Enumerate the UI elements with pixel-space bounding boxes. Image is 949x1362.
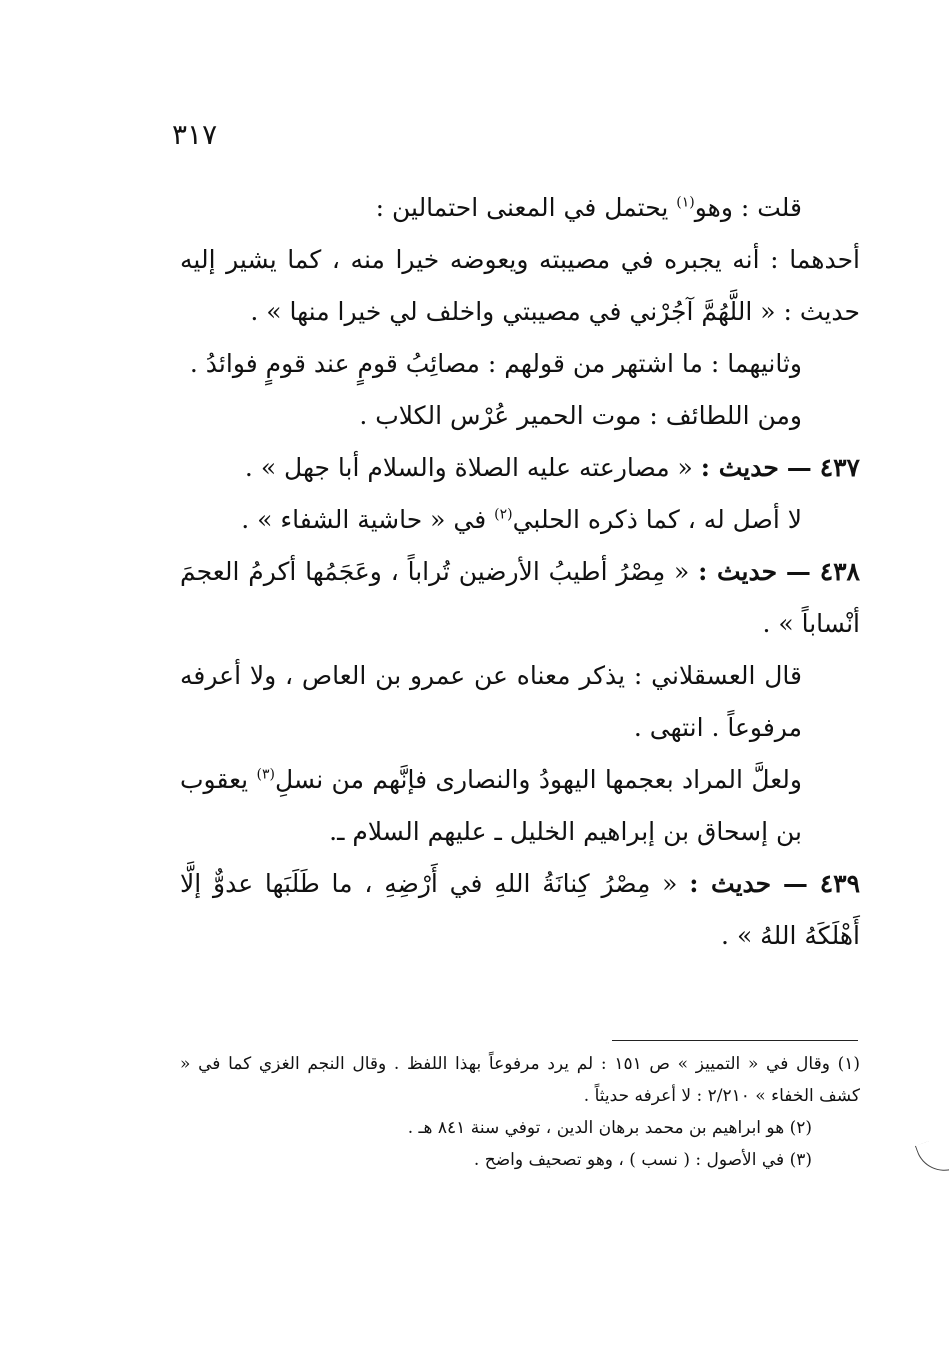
hadith-437 [180, 442, 860, 494]
hadith-label: حديث : [700, 453, 779, 482]
hadith-437-comment [180, 494, 860, 546]
footnote-1: (١) وقال في « التمييز » ص ١٥١ : لم يرد مرفوعاً بهذا اللفظ . وقال النجم الغزي كما في « كشف الخفاء » ٢/٢١٠ : لا أعرفه حديثاً . [180, 1054, 861, 1106]
footnote-ref: (١) [676, 194, 695, 211]
hadith-text: « مِصْرُ كِنانَةُ اللهِ في أَرْضِهِ ، ما طَلَبَها عدوٌّ إلَّا أَهْلَكَهُ اللهُ » . [180, 869, 860, 950]
paragraph-2: أحدهما : أنه يجبره في مصيبته ويعوضه خيرا منه ، كما يشير إليه حديث : « اللَّهُمَّ آجُرْني في مصيبتي واخلف لي خيرا منها » . [180, 245, 860, 326]
comment-text: لا أصل له ، كما ذكره الحلبي [512, 505, 802, 534]
hadith-438-comment-2 [180, 754, 860, 858]
footnote-2: (٢) هو ابراهيم بن محمد برهان الدين ، توفي سنة ٨٤١ هـ . [407, 1118, 812, 1138]
footnote-divider [612, 1040, 858, 1041]
footnote-3: (٣) في الأصول : ( نسب ) ، وهو تصحيف واضح . [473, 1150, 812, 1170]
hadith-number: ٤٣٩ [819, 869, 861, 898]
hadith-label: حديث : [698, 557, 778, 586]
paragraph-text: يحتمل في المعنى احتمالين : [375, 193, 677, 222]
comment-text: في « حاشية الشفاء » . [241, 505, 495, 534]
hadith-number: ٤٣٧ [819, 453, 860, 482]
paragraph-1 [180, 182, 860, 234]
hadith-text: « مصارعته عليه الصلاة والسلام أبا جهل » . [244, 453, 701, 482]
comment-text: يعقوب بن إسحاق بن إبراهيم الخليل ـ عليهم السلام ـ. [180, 765, 802, 846]
hadith-text: « مِصْرُ أطيبُ الأرضين تُراباً ، وعَجَمُها أكرمُ العجمَ أنْساباً » . [180, 557, 860, 638]
margin-pen-mark [915, 1136, 949, 1179]
hadith-dash: — [786, 453, 812, 482]
paragraph-text: قلت : وهو [694, 193, 802, 222]
footnotes [180, 1048, 860, 1176]
comment-text: قال العسقلاني : يذكر معناه عن عمرو بن العاص ، ولا أعرفه مرفوعاً . انتهى . [180, 661, 802, 742]
hadith-label: حديث : [689, 869, 772, 898]
main-text [180, 182, 860, 962]
hadith-438-comment-1 [180, 650, 860, 754]
hadith-dash: — [785, 557, 811, 586]
hadith-number: ٤٣٨ [819, 557, 860, 586]
page-number: ٣١٧ [172, 118, 218, 151]
footnote-ref: (٣) [256, 766, 275, 783]
paragraph-3: وثانيهما : ما اشتهر من قولهم : مصائِبُ قومٍ عند قومٍ فوائدُ . [189, 349, 802, 378]
comment-text: ولعلَّ المراد بعجمها اليهودُ والنصارى فإنَّهم من نسلِ [274, 765, 802, 794]
hadith-dash: — [782, 869, 808, 898]
footnote-ref: (٢) [494, 506, 513, 523]
hadith-439 [180, 858, 860, 962]
paragraph-4: ومن اللطائف : موت الحمير عُرْس الكلاب . [359, 401, 802, 430]
hadith-438 [180, 546, 860, 650]
